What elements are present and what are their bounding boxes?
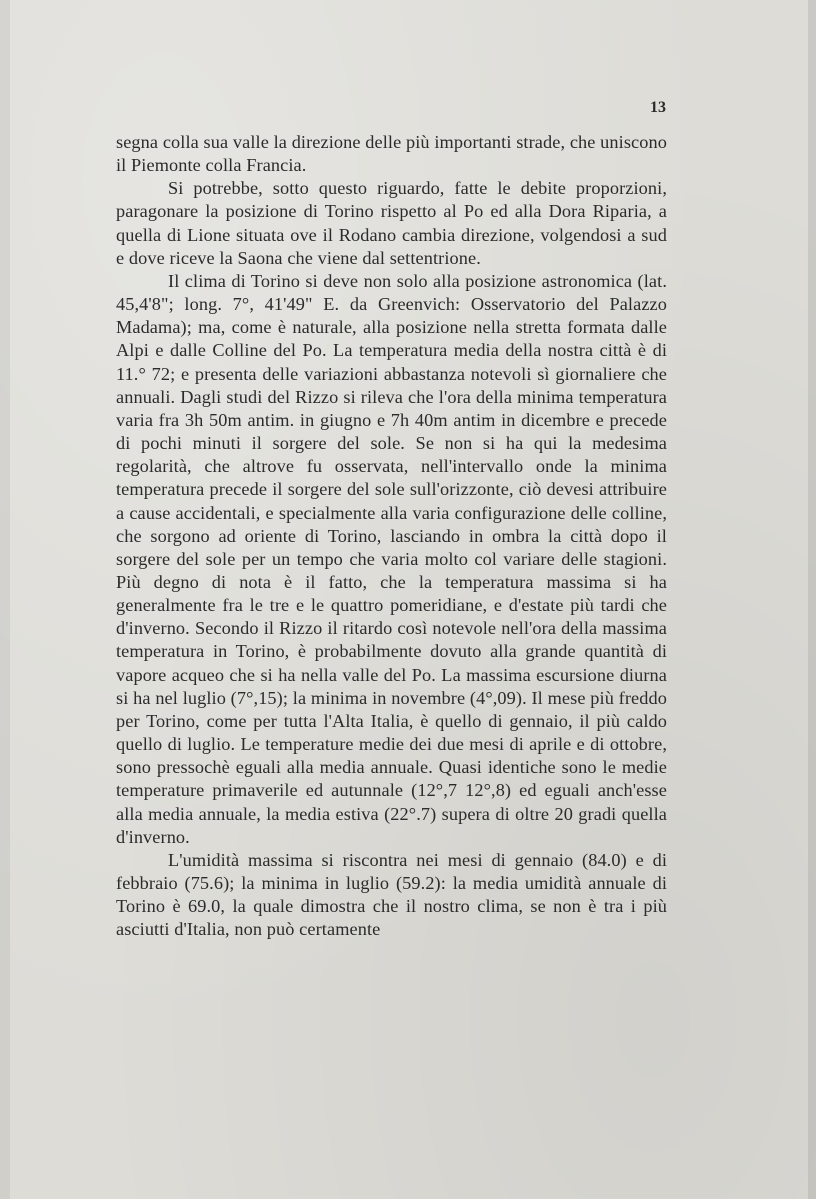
body-text <box>116 131 667 941</box>
page-number: 13 <box>650 99 666 116</box>
paragraph-humidity: L'umidità massima si riscontra nei mesi di gennaio (84.0) e di febbraio (75.6); la minima in luglio (59.2): la media umidità annuale di Torino è 69.0, la quale dimostra che il nostro clima, se non è tra i più asciutti d'Italia, non può certamente <box>116 849 667 940</box>
paragraph-position-comparison: Si potrebbe, sotto questo riguardo, fatte le debite proporzioni, paragonare la posizione di Torino rispetto al Po ed alla Dora Riparia, a quella di Lione situata ove il Rodano cambia direzione, volgendosi a sud e dove riceve la Saona che viene dal settentrione. <box>116 178 667 268</box>
paragraph-continuation: segna colla sua valle la direzione delle più importanti strade, che uniscono il Piemonte colla Francia. <box>116 132 667 176</box>
paragraph-climate: Il clima di Torino si deve non solo alla posizione astronomica (lat. 45,4'8"; long. 7°, 41'49" E. da Greenvich: Osservatorio del Palazzo Madama); ma, come è naturale, alla posizione nella stretta formata dalle Alpi e dalle Colline del Po. La temperatura media della nostra città è di 11.° 72; e presenta delle variazioni abbastanza notevoli sì giornaliere che annuali. Dagli studi del Rizzo si rileva che l'ora della minima temperatura varia fra 3h 50m antim. in giugno e 7h 40m antim in dicembre e precede di pochi minuti il sorgere del sole. Se non si ha qui la medesima regolarità, che altrove fu osservata, nell'intervallo onde la minima temperatura precede il sorgere del sole sull'orizzonte, ciò devesi attribuire a cause accidentali, e specialmente alla varia configurazione delle colline, che sorgono ad oriente di Torino, lasciando in ombra la città dopo il sorgere del sole per un tempo che varia molto col variare delle stagioni. Più degno di nota è il fatto, che la temperatura massima si ha generalmente fra le tre e le quattro pomeridiane, e d'estate più tardi che d'inverno. Secondo il Rizzo il ritardo così notevole nell'ora della massima temperatura in Torino, è probabilmente dovuto alla grande quantità di vapore acqueo che si ha nella valle del Po. La massima escursione diurna si ha nel luglio (7°,15); la minima in novembre (4°,09). Il mese più freddo per Torino, come per tutta l'Alta Italia, è quello di gennaio, il più caldo quello di luglio. Le temperature medie dei due mesi di aprile e di ottobre, sono pressochè eguali alla media annuale. Quasi identiche sono le medie temperature primaverile ed autunnale (12°,7 12°,8) ed eguali anch'esse alla media annuale, la media estiva (22°.7) supera di oltre 20 gradi quella d'inverno. <box>116 270 667 847</box>
